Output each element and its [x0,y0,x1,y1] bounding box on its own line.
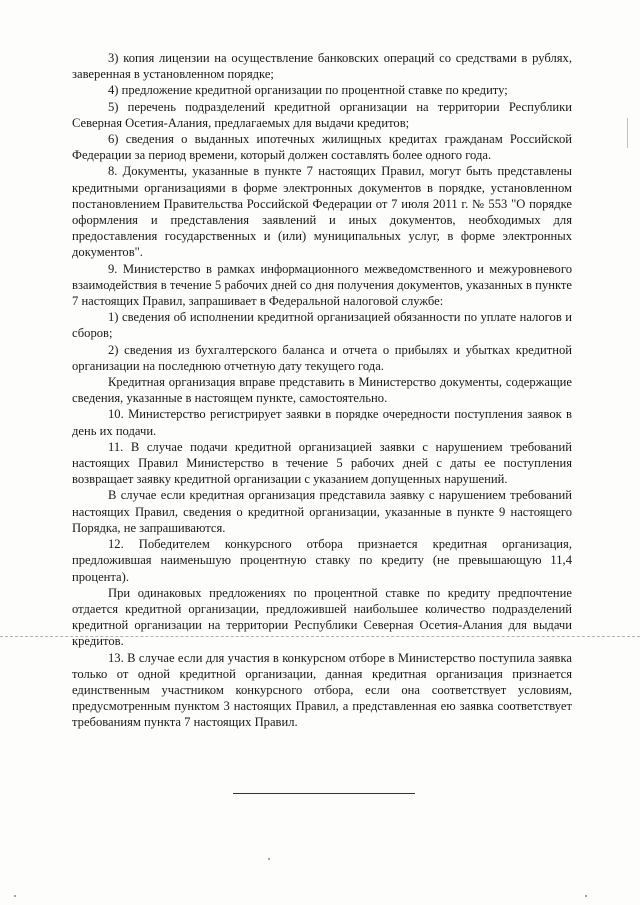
scan-mark [627,118,628,148]
scan-fold-line [0,636,640,637]
paragraph-item-5: 5) перечень подразделений кредитной организации на территории Республики Северная Осетия-Алания, предлагаемых для выдачи кредитов; [72,99,572,130]
document-body [72,50,572,731]
paragraph-clause-10: 10. Министерство регистрирует заявки в порядке очередности поступления заявок в день их подачи. [72,407,572,438]
scan-dot [268,858,270,860]
paragraph-item-3: 3) копия лицензии на осуществление банковских операций со средствами в рублях, заверенная в установленном порядке; [72,51,572,82]
paragraph-item-4: 4) предложение кредитной организации по процентной ставке по кредиту; [108,83,508,98]
paragraph-clause-13: 13. В случае если для участия в конкурсном отборе в Министерство поступила заявка только от одной кредитной организации, данная кредитная организация признается единственным участником конкурсного отбора, если она соответствует условиям, предусмотренным пунктом 3 настоящих Правил, а представленная ею заявка соответствует требованиям пункта 7 настоящих Правил. [72,650,572,730]
paragraph-clause-9-note: Кредитная организация вправе представить в Министерство документы, содержащие сведения, указанные в настоящем пункте, самостоятельно. [72,375,572,406]
paragraph-clause-12: 12. Победителем конкурсного отбора признается кредитная организация, предложившая наименьшую процентную ставку по кредиту (не превышающую 11,4 процента). [72,537,572,584]
paragraph-item-6: 6) сведения о выданных ипотечных жилищных кредитах гражданам Российской Федерации за период времени, который должен составлять более одного года. [72,132,572,163]
paragraph-clause-12-note: При одинаковых предложениях по процентной ставке по кредиту предпочтение отдается кредитной организации, предложившей наибольшее количество подразделений кредитной организации на территории Республики Северная Осетия-Алания для выдачи кредитов. [72,585,572,649]
paragraph-clause-9-item-2: 2) сведения из бухгалтерского баланса и отчета о прибылях и убытках кредитной организации на последнюю отчетную дату текущего года. [72,342,572,373]
closing-separator-line [233,793,415,794]
scan-dot [585,895,587,897]
paragraph-clause-11-note: В случае если кредитная организация представила заявку с нарушением требований настоящих Правил, сведения о кредитной организации, указанные в пункте 9 настоящего Порядка, не запрашиваются. [72,488,572,535]
paragraph-clause-11: 11. В случае подачи кредитной организацией заявки с нарушением требований настоящих Правил Министерство в течение 5 рабочих дней с даты ее поступления возвращает заявку кредитной организации с указанием допущенных нарушений. [72,439,572,487]
paragraph-clause-9-item-1: 1) сведения об исполнении кредитной организацией обязанности по уплате налогов и сборов; [72,310,572,341]
paragraph-clause-9: 9. Министерство в рамках информационного межведомственного и межуровневого взаимодействия в течение 5 рабочих дней со дня получения документов, указанных в пункте 7 настоящих Правил, запрашивает в Федеральной налоговой службе: [72,261,572,309]
scan-dot [14,895,16,897]
paragraph-clause-8: 8. Документы, указанные в пункте 7 настоящих Правил, могут быть представлены кредитными организациями в форме электронных документов в порядке, установленном постановлением Правительства Российской Федерации от 7 июля 2011 г. № 553 "О порядке оформления и представления заявлений и иных документов, необходимых для предоставления государственных и (или) муниципальных услуг, в форме электронных документов". [72,164,572,260]
